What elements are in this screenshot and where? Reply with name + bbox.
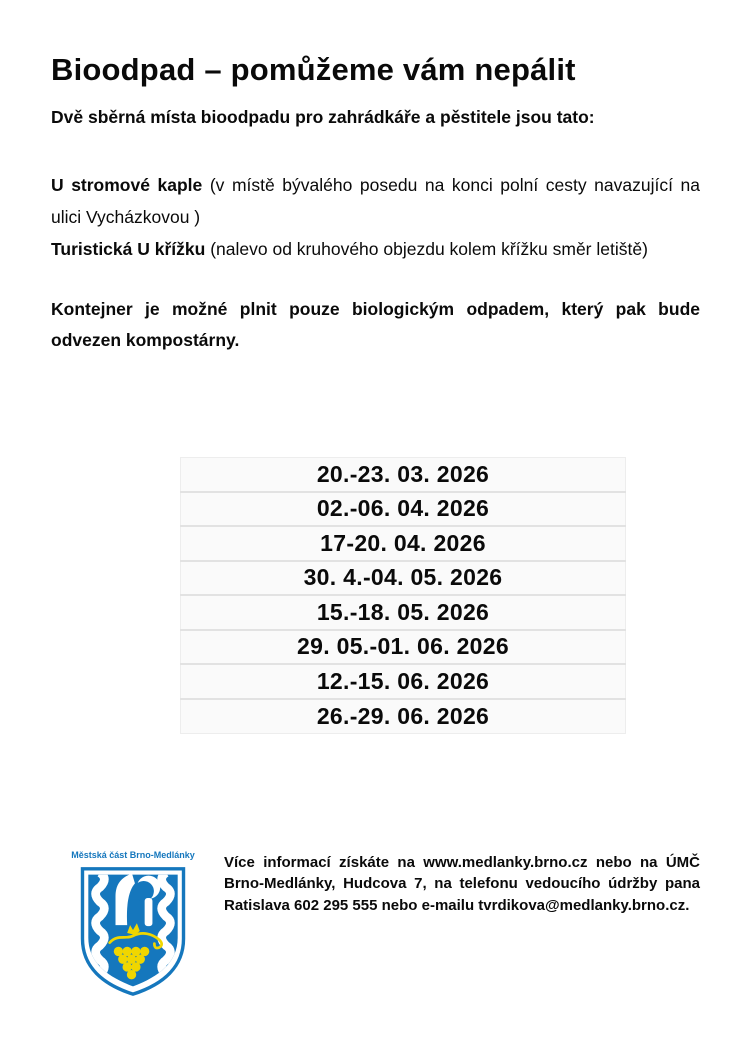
location-description: (v místě bývalého posedu na konci polní cesty navazující na ulici Vycházkovou )	[51, 175, 700, 227]
date-cell: 17-20. 04. 2026	[181, 526, 626, 561]
coat-of-arms-icon	[74, 863, 192, 999]
location-paragraph-u-stromove-kaple	[51, 170, 700, 233]
table-row	[181, 595, 626, 630]
location-name: U stromové kaple	[51, 175, 203, 195]
municipality-logo	[70, 850, 196, 999]
logo-caption: Městská část Brno-Medlánky	[71, 849, 195, 860]
date-cell: 29. 05.-01. 06. 2026	[181, 630, 626, 665]
location-description: (nalevo od kruhového objezdu kolem křížku směr letiště)	[210, 239, 648, 259]
page-subtitle: Dvě sběrná místa bioodpadu pro zahrádkáře a pěstitele jsou tato:	[51, 107, 595, 127]
table-row	[181, 630, 626, 665]
page-title: Bioodpad – pomůžeme vám nepálit	[51, 52, 576, 87]
location-name: Turistická U křížku	[51, 239, 206, 259]
date-cell: 12.-15. 06. 2026	[181, 664, 626, 699]
table-row	[181, 457, 626, 492]
contact-info-text: Více informací získáte na www.medlanky.brno.cz nebo na ÚMČ Brno-Medlánky, Hudcova 7, na telefonu vedoucího údržby pana Ratislava 602 295 555 nebo e-mailu tvrdikova@medlanky.brno.cz.	[224, 853, 700, 914]
date-cell: 26.-29. 06. 2026	[181, 699, 626, 734]
date-cell: 15.-18. 05. 2026	[181, 595, 626, 630]
date-cell: 30. 4.-04. 05. 2026	[181, 561, 626, 596]
table-row	[181, 699, 626, 734]
container-note: Kontejner je možné plnit pouze biologickým odpadem, který pak bude odvezen kompostárny.	[51, 298, 700, 350]
table-row	[181, 664, 626, 699]
date-cell: 02.-06. 04. 2026	[181, 492, 626, 527]
table-row	[181, 492, 626, 527]
table-row	[181, 561, 626, 596]
table-row	[181, 526, 626, 561]
location-paragraph-turisticka-u-krizku	[51, 234, 700, 266]
date-cell: 20.-23. 03. 2026	[181, 457, 626, 492]
collection-dates-table	[180, 457, 626, 734]
footer	[51, 850, 700, 999]
